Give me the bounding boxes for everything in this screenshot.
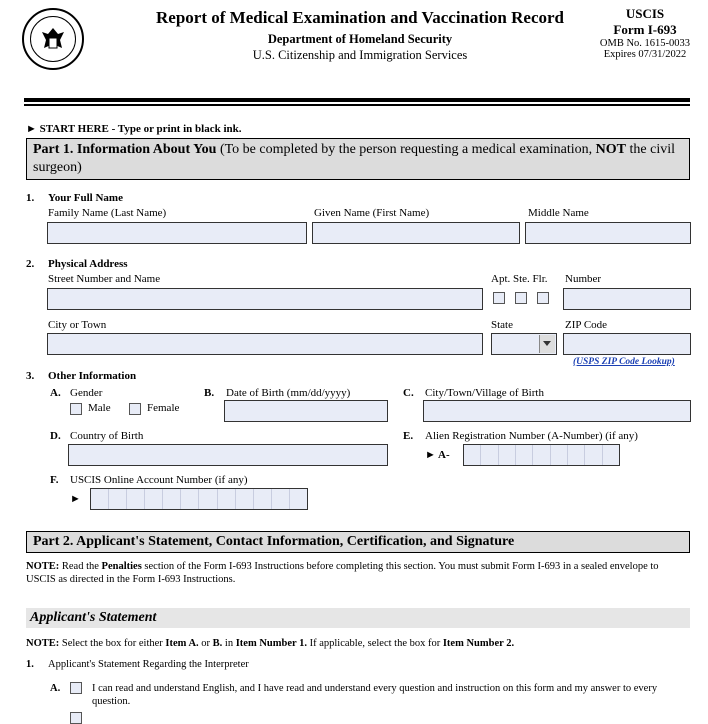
apt-label: Apt. Ste. Flr. — [491, 273, 548, 285]
english-statement-checkbox[interactable] — [70, 682, 82, 694]
item-b-letter: B. — [204, 387, 215, 399]
apt-checkbox[interactable] — [493, 292, 505, 304]
female-checkbox[interactable] — [129, 403, 141, 415]
form-id-block — [590, 6, 700, 60]
given-name-input[interactable] — [312, 222, 520, 244]
family-name-label: Family Name (Last Name) — [48, 207, 167, 219]
zip-label: ZIP Code — [565, 319, 608, 331]
q1-number: 1. — [26, 192, 35, 204]
item-d-letter: D. — [50, 430, 61, 442]
family-name-input[interactable] — [47, 222, 307, 244]
q3-label: Other Information — [48, 370, 137, 382]
item1-number: 1. — [26, 659, 34, 670]
female-label: Female — [147, 402, 180, 414]
department-name: Department of Homeland Security — [267, 32, 453, 46]
applicant-statement-heading: Applicant's Statement — [30, 610, 157, 625]
part2-select-note: NOTE: Select the box for either Item A. or B. in Item Number 1. If applicable, select the box for Item Number 2. — [26, 638, 515, 649]
form-number: Form I-693 — [613, 22, 677, 37]
item-f-letter: F. — [50, 474, 59, 486]
city-birth-label: City/Town/Village of Birth — [425, 387, 544, 399]
q2-number: 2. — [26, 258, 35, 270]
male-checkbox[interactable] — [70, 403, 82, 415]
country-birth-input[interactable] — [68, 444, 388, 466]
state-label: State — [491, 319, 513, 331]
start-here-text: ► START HERE - Type or print in black ink. — [26, 123, 242, 135]
dob-input[interactable] — [224, 400, 388, 422]
uscis-online-input[interactable] — [90, 488, 308, 510]
header-rule-thin — [24, 104, 690, 106]
q2-label: Physical Address — [48, 258, 128, 270]
given-name-label: Given Name (First Name) — [314, 207, 430, 219]
item-a2-letter: A. — [50, 683, 61, 694]
city-label: City or Town — [48, 319, 107, 331]
middle-name-label: Middle Name — [528, 207, 589, 219]
english-statement-text: I can read and understand English, and I have read and understand every question and instruction on this form and my answer to every question. — [92, 683, 658, 707]
arrow-icon: ► — [70, 493, 81, 505]
alien-number-label: Alien Registration Number (A-Number) (if any) — [425, 430, 638, 442]
a-number-input[interactable] — [463, 444, 620, 466]
street-input[interactable] — [47, 288, 483, 310]
applicant-statement-bar — [26, 608, 690, 628]
gender-label: Gender — [70, 387, 103, 399]
agency-name: U.S. Citizenship and Immigration Services — [252, 48, 468, 62]
part2-header — [26, 531, 690, 553]
male-label: Male — [88, 402, 111, 414]
city-birth-input[interactable] — [423, 400, 691, 422]
a-number-prefix: ► A- — [425, 449, 450, 461]
item-c-letter: C. — [403, 387, 414, 399]
eagle-icon — [24, 10, 82, 68]
chevron-down-icon — [540, 335, 554, 351]
part2-note: NOTE: Read the Penalties section of the Form I-693 Instructions before completing this section. You must submit Form I-693 in a sealed envelope to USCIS as directed in the Form I-693 Instructions. — [26, 561, 659, 585]
q3-number: 3. — [26, 370, 35, 382]
header-rule — [24, 98, 690, 102]
dropdown-button[interactable] — [539, 335, 555, 353]
zip-input[interactable] — [563, 333, 691, 355]
flr-checkbox[interactable] — [537, 292, 549, 304]
item-a-letter: A. — [50, 387, 61, 399]
form-title: Report of Medical Examination and Vaccination Record — [156, 8, 564, 27]
city-input[interactable] — [47, 333, 483, 355]
dob-label: Date of Birth (mm/dd/yyyy) — [226, 387, 351, 399]
zip-lookup-link[interactable]: (USPS ZIP Code Lookup) — [573, 357, 675, 367]
part2-title: Part 2. Applicant's Statement, Contact Information, Certification, and Signature — [33, 534, 515, 549]
ste-checkbox[interactable] — [515, 292, 527, 304]
uscis-label: USCIS — [625, 6, 665, 21]
omb-number: OMB No. 1615-0033 — [599, 38, 691, 49]
item-e-letter: E. — [403, 430, 414, 442]
part1-title: Part 1. Information About You — [33, 142, 217, 157]
interpreter-checkbox[interactable] — [70, 712, 82, 724]
state-select[interactable] — [491, 333, 557, 355]
q1-label: Your Full Name — [48, 192, 123, 204]
dhs-seal-icon — [22, 8, 84, 70]
uscis-online-label: USCIS Online Account Number (if any) — [70, 474, 248, 486]
street-label: Street Number and Name — [48, 273, 161, 285]
number-label: Number — [565, 273, 602, 285]
middle-name-input[interactable] — [525, 222, 691, 244]
item1-label: Applicant's Statement Regarding the Interpreter — [48, 659, 249, 670]
part1-header: Part 1. Information About You (To be completed by the person requesting a medical examination, NOT the civil surgeon) — [26, 138, 690, 180]
country-birth-label: Country of Birth — [70, 430, 144, 442]
unit-number-input[interactable] — [563, 288, 691, 310]
expiration-date: Expires 07/31/2022 — [603, 49, 687, 60]
